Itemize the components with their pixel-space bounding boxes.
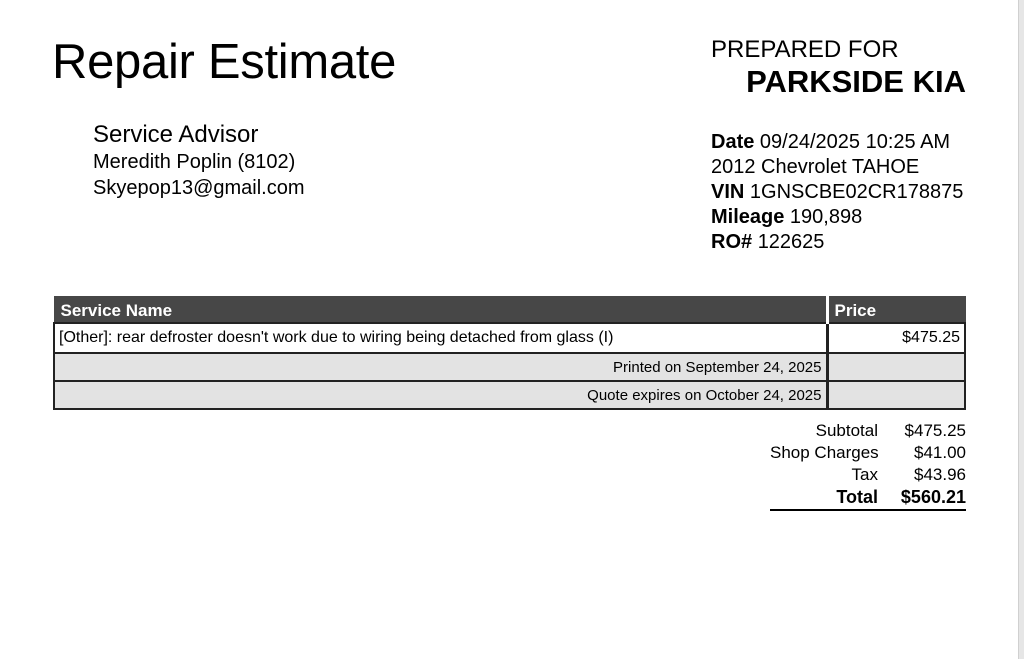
total-label: Total: [836, 487, 878, 507]
vin-line: [711, 180, 963, 205]
service-name-header: Service Name: [54, 297, 827, 324]
page-title: Repair Estimate: [52, 35, 397, 89]
mileage-line: [711, 205, 963, 230]
expires-note: Quote expires on October 24, 2025: [54, 381, 827, 409]
shop-charges-label: Shop Charges: [770, 443, 879, 462]
date-value: 09/24/2025 10:25 AM: [759, 131, 951, 153]
tax-value: $43.96: [914, 465, 966, 484]
service-name-cell: [Other]: rear defroster doesn't work due to wiring being detached from glass (I): [54, 323, 827, 353]
page-edge-scrollbar: [1018, 0, 1024, 659]
tax-label: Tax: [851, 465, 878, 484]
services-table: [53, 296, 966, 410]
service-price-cell: $475.25: [827, 323, 965, 353]
price-header: Price: [827, 297, 965, 324]
date-line: [711, 130, 963, 155]
ro-value: 122625: [757, 231, 825, 253]
subtotal-row: [770, 420, 966, 442]
vehicle-model: 2012 Chevrolet TAHOE: [711, 156, 920, 178]
ro-label: RO#: [711, 231, 753, 253]
table-row: [54, 323, 965, 353]
prepared-for-label: PREPARED FOR: [711, 36, 899, 63]
expires-note-row: [54, 381, 965, 409]
vehicle-info-block: [711, 130, 963, 255]
tax-row: [770, 464, 966, 486]
ro-line: [711, 230, 963, 255]
shop-charges-value: $41.00: [914, 443, 966, 462]
mileage-label: Mileage: [711, 206, 785, 228]
expires-note-empty-cell: [827, 381, 965, 409]
total-value: $560.21: [900, 487, 966, 507]
subtotal-value: $475.25: [904, 421, 966, 440]
service-advisor-heading: Service Advisor: [93, 121, 259, 148]
services-header-row: [54, 297, 965, 324]
vin-label: VIN: [711, 181, 745, 203]
service-advisor-email: Skyepop13@gmail.com: [93, 177, 305, 199]
mileage-value: 190,898: [789, 206, 863, 228]
printed-note-row: [54, 353, 965, 381]
vin-value: 1GNSCBE02CR178875: [749, 181, 964, 203]
printed-note-empty-cell: [827, 353, 965, 381]
printed-note: Printed on September 24, 2025: [54, 353, 827, 381]
shop-charges-row: [770, 442, 966, 464]
subtotal-label: Subtotal: [815, 421, 878, 440]
service-advisor-block: [93, 121, 305, 201]
totals-block: [770, 420, 966, 511]
service-advisor-name: Meredith Poplin (8102): [93, 151, 296, 173]
total-row: [770, 486, 966, 511]
date-label: Date: [711, 131, 755, 153]
prepared-for-name: PARKSIDE KIA: [746, 64, 966, 99]
